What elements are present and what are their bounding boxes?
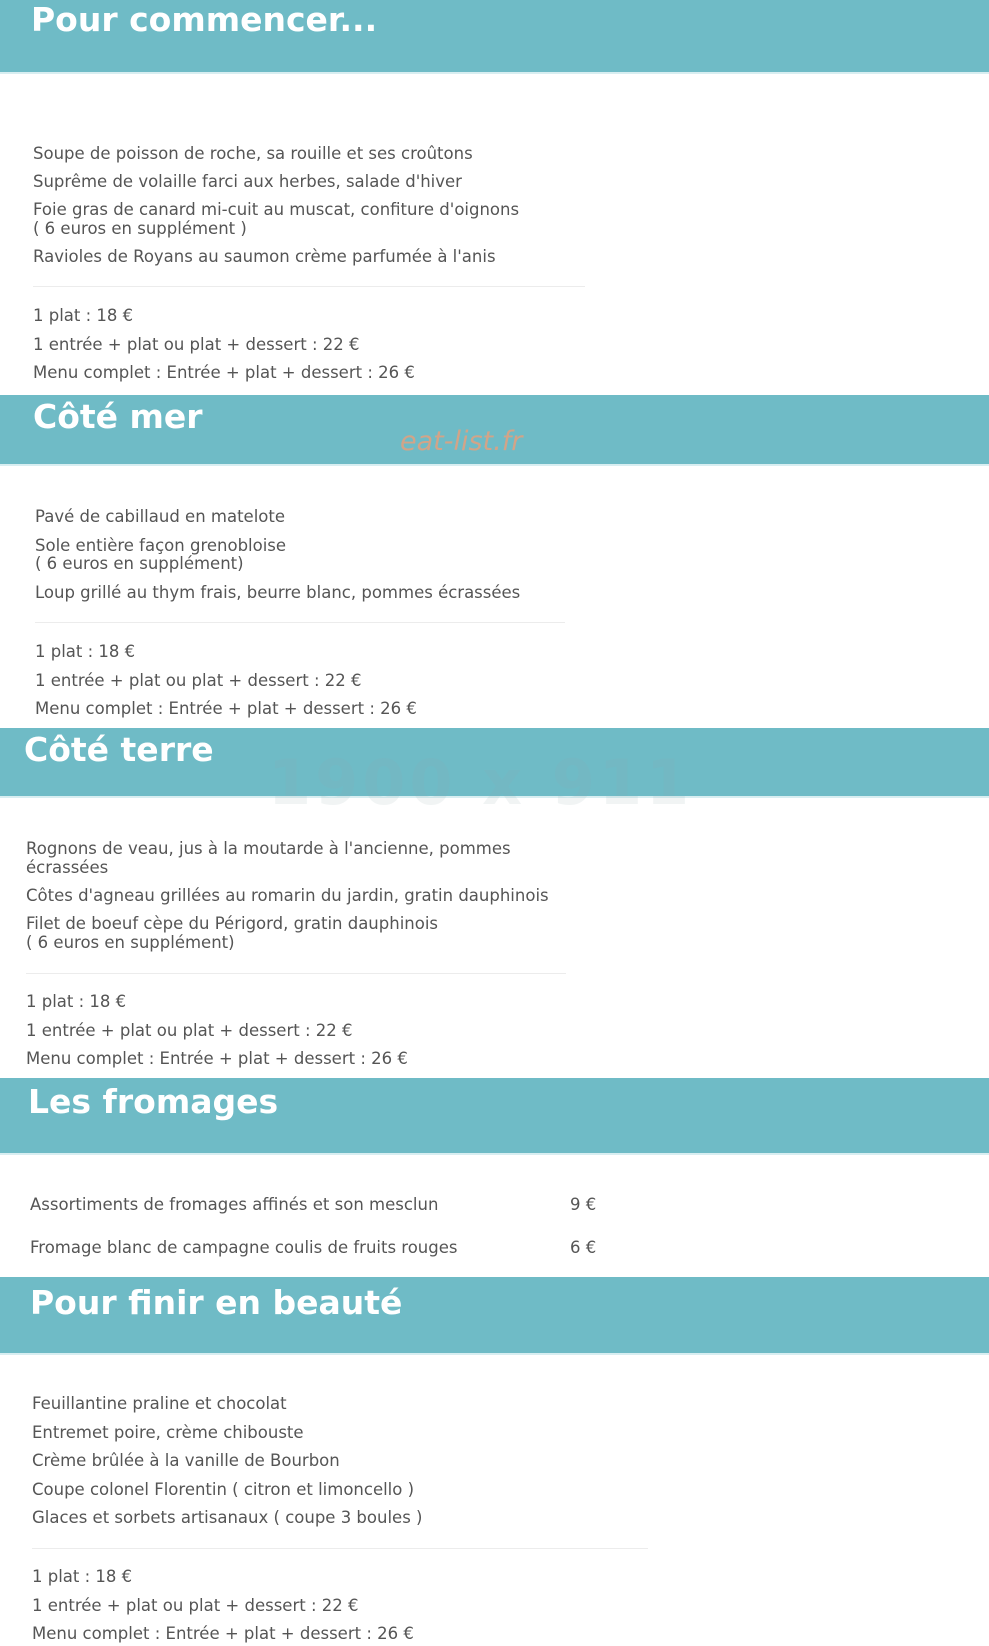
divider [26,973,566,974]
price-line: 1 plat : 18 € [35,642,136,661]
menu-item: Filet de boeuf cèpe du Périgord, gratin dauphinois [26,914,439,933]
section-header-band [0,0,989,72]
menu-item: Soupe de poisson de roche, sa rouille et ses croûtons [33,144,473,163]
menu-item: Côtes d'agneau grillées au romarin du jardin, gratin dauphinois [26,886,549,905]
menu-item: Loup grillé au thym frais, beurre blanc, pommes écrassées [35,583,521,602]
price-line: 1 plat : 18 € [33,306,134,325]
price-line: 1 entrée + plat ou plat + dessert : 22 € [32,1596,359,1615]
price-line: Menu complet : Entrée + plat + dessert : 26 € [32,1624,414,1643]
menu-item: Crème brûlée à la vanille de Bourbon [32,1451,340,1470]
dimensions-watermark: 1900 x 911 [268,746,694,819]
section-title: Côté terre [24,730,214,769]
menu-item-note: ( 6 euros en supplément) [26,933,235,952]
cheese-item-name: Fromage blanc de campagne coulis de fruits rouges [30,1238,458,1257]
cheese-item-price: 9 € [570,1195,597,1214]
menu-item: Sole entière façon grenobloise [35,536,287,555]
band-underline [0,464,989,466]
menu-item: Rognons de veau, jus à la moutarde à l'ancienne, pommes [26,839,511,858]
menu-item: Glaces et sorbets artisanaux ( coupe 3 boules ) [32,1508,423,1527]
menu-item: Entremet poire, crème chibouste [32,1423,304,1442]
price-line: Menu complet : Entrée + plat + dessert : 26 € [33,363,415,382]
site-watermark: eat-list.fr [400,426,523,457]
divider [35,622,565,623]
section-title: Les fromages [28,1082,279,1121]
band-underline [0,72,989,74]
menu-item: Ravioles de Royans au saumon crème parfumée à l'anis [33,247,496,266]
price-line: 1 plat : 18 € [26,992,127,1011]
section-title: Pour commencer... [31,0,378,39]
section-title: Côté mer [33,397,203,436]
menu-item: Foie gras de canard mi-cuit au muscat, confiture d'oignons [33,200,520,219]
section-title: Pour finir en beauté [30,1283,403,1322]
section-header-band [0,1078,989,1153]
menu-item: Suprême de volaille farci aux herbes, salade d'hiver [33,172,462,191]
cheese-item-name: Assortiments de fromages affinés et son mesclun [30,1195,439,1214]
menu-item: Coupe colonel Florentin ( citron et limoncello ) [32,1480,415,1499]
band-underline [0,1153,989,1155]
divider [32,1548,648,1549]
menu-item: Feuillantine praline et chocolat [32,1394,287,1413]
divider [33,286,585,287]
price-line: 1 entrée + plat ou plat + dessert : 22 € [26,1021,353,1040]
section-header-band [0,1277,989,1353]
price-line: 1 plat : 18 € [32,1567,133,1586]
band-underline [0,1353,989,1355]
price-line: 1 entrée + plat ou plat + dessert : 22 € [35,671,362,690]
price-line: 1 entrée + plat ou plat + dessert : 22 € [33,335,360,354]
price-line: Menu complet : Entrée + plat + dessert : 26 € [35,699,417,718]
menu-item-note: ( 6 euros en supplément) [35,554,244,573]
menu-item: écrassées [26,858,109,877]
cheese-item-price: 6 € [570,1238,597,1257]
menu-item-note: ( 6 euros en supplément ) [33,219,247,238]
menu-item: Pavé de cabillaud en matelote [35,507,286,526]
price-line: Menu complet : Entrée + plat + dessert : 26 € [26,1049,408,1068]
